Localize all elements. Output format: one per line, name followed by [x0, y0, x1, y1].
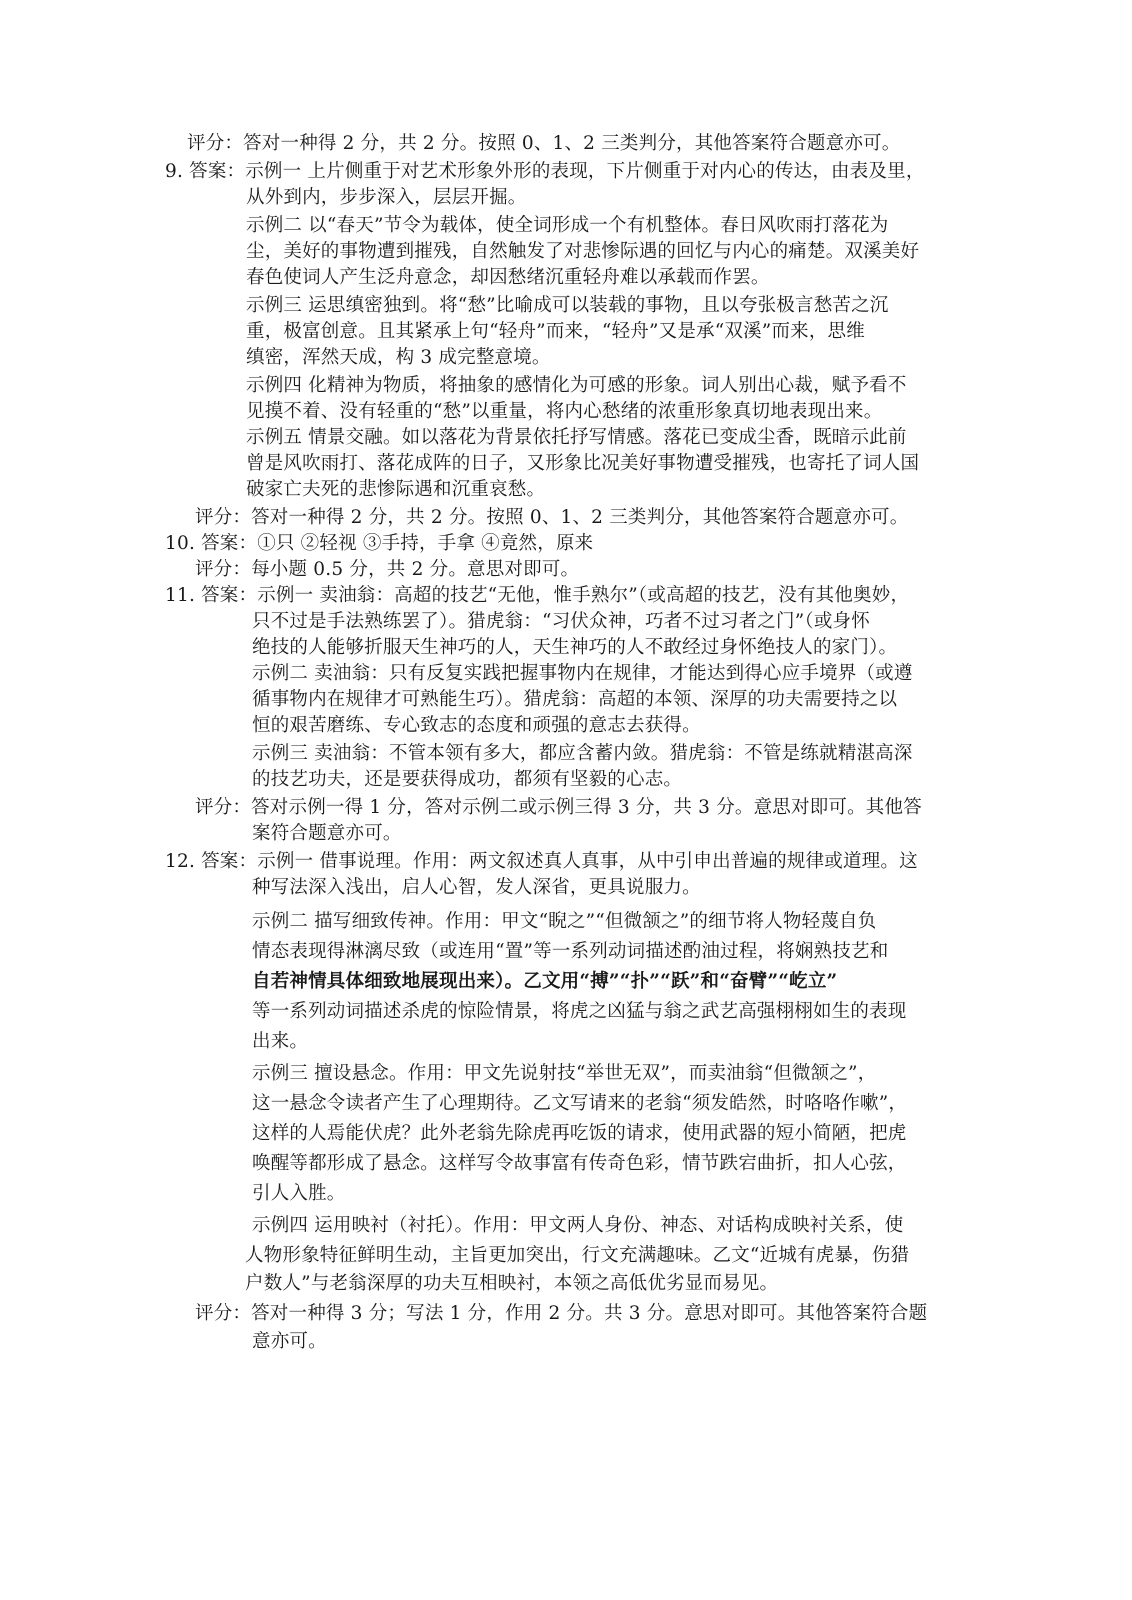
score-note-9: 评分：答对一种得 2 分，共 2 分。按照 0、1、2 三类判分，其他答案符合题意亦可。: [195, 507, 909, 528]
answer-9-line: 见摸不着、没有轻重的“愁”以重量，将内心愁绪的浓重形象真切地表现出来。: [246, 401, 883, 422]
score-note-11: 案符合题意亦可。: [252, 823, 402, 844]
answer-11-line: 11. 答案：示例一 卖油翁：高超的技艺“无他，惟手熟尔”（或高超的技艺，没有其他奥妙，: [165, 585, 910, 606]
answer-9-line: 示例三 运思缜密独到。将“愁”比喻成可以装载的事物，且以夸张极言愁苦之沉: [246, 295, 889, 316]
answer-12-line: 情态表现得淋漓尽致（或连用“置”等一系列动词描述酌油过程，将娴熟技艺和: [252, 941, 889, 962]
answer-11-line: 的技艺功夫，还是要获得成功，都须有坚毅的心志。: [252, 769, 683, 790]
answer-12-line: 示例四 运用映衬（衬托）。作用：甲文两人身份、神态、对话构成映衬关系，使: [252, 1215, 904, 1236]
answer-9-line: 曾是风吹雨打、落花成阵的日子，又形象比况美好事物遭受摧残，也寄托了词人国: [246, 453, 920, 474]
answer-12-line: 唤醒等都形成了悬念。这样写令故事富有传奇色彩，情节跌宕曲折，扣人心弦，: [252, 1153, 907, 1174]
answer-11-line: 示例三 卖油翁：不管本领有多大，都应含蓄内敛。猎虎翁：不管是练就精湛高深: [252, 743, 913, 764]
answer-11-line: 恒的艰苦磨练、专心致志的态度和顽强的意志去获得。: [252, 715, 701, 736]
answer-12-line: 这一悬念令读者产生了心理期待。乙文写请来的老翁“须发皓然，时咯咯作嗽”，: [252, 1093, 908, 1114]
answer-11-line: 示例二 卖油翁：只有反复实践把握事物内在规律，才能达到得心应手境界（或遵: [252, 663, 913, 684]
answer-12-line: 示例二 描写细致传神。作用：甲文“睨之”“但微颔之”的细节将人物轻蔑自负: [252, 911, 877, 932]
answer-12-line: 这样的人焉能伏虎？此外老翁先除虎再吃饭的请求，使用武器的短小简陋，把虎: [252, 1123, 907, 1144]
answer-10: 10. 答案：①只 ②轻视 ③手持，手拿 ④竟然，原来: [165, 533, 594, 554]
answer-9-line: 示例二 以“春天”节令为载体，使全词形成一个有机整体。春日风吹雨打落花为: [246, 215, 889, 236]
answer-12-line: 户数人”与老翁深厚的功夫互相映衬，本领之高低优劣显而易见。: [245, 1273, 779, 1294]
answer-12-line: 12. 答案：示例一 借事说理。作用：两文叙述真人真事，从中引申出普遍的规律或道理。这: [165, 851, 918, 872]
answer-9-line: 缜密，浑然天成，构 3 成完整意境。: [246, 347, 551, 368]
answer-9-line: 尘，美好的事物遭到摧残，自然触发了对悲惨际遇的回忆与内心的痛楚。双溪美好: [246, 241, 920, 262]
answer-12-line: 等一系列动词描述杀虎的惊险情景，将虎之凶猛与翁之武艺高强栩栩如生的表现: [252, 1001, 907, 1022]
score-note-10: 评分：每小题 0.5 分，共 2 分。意思对即可。: [195, 559, 580, 580]
score-note-8: 评分：答对一种得 2 分，共 2 分。按照 0、1、2 三类判分，其他答案符合题意亦可。: [187, 133, 901, 154]
answer-9-line: 从外到内，步步深入，层层开掘。: [246, 187, 527, 208]
answer-12-line: 种写法深入浅出，启人心智，发人深省，更具说服力。: [252, 877, 701, 898]
answer-12-line: 自若神情具体细致地展现出来）。乙文用“搏”“扑”“跃”和“奋臂”“屹立”: [252, 971, 838, 992]
answer-11-line: 绝技的人能够折服天生神巧的人，天生神巧的人不敢经过身怀绝技人的家门）。: [252, 637, 898, 658]
answer-9-line: 破家亡夫死的悲惨际遇和沉重哀愁。: [246, 479, 546, 500]
answer-9-line: 示例五 情景交融。如以落花为背景依托抒写情感。落花已变成尘香，既暗示此前: [246, 427, 907, 448]
answer-11-line: 只不过是手法熟练罢了）。猎虎翁：“习伏众神，巧者不过习者之门”（或身怀: [252, 611, 870, 632]
answer-11-line: 循事物内在规律才可熟能生巧）。猎虎翁：高超的本领、深厚的功夫需要持之以: [252, 689, 898, 710]
answer-9-line: 重，极富创意。且其紧承上句“轻舟”而来，“轻舟”又是承“双溪”而来，思维: [246, 321, 865, 342]
answer-12-line: 出来。: [252, 1031, 309, 1052]
answer-9-line: 9. 答案：示例一 上片侧重于对艺术形象外形的表现，下片侧重于对内心的传达，由表及里，: [165, 161, 925, 182]
answer-12-line: 示例三 擅设悬念。作用：甲文先说射技“举世无双”，而卖油翁“但微颔之”，: [252, 1063, 877, 1084]
score-note-11: 评分：答对示例一得 1 分，答对示例二或示例三得 3 分，共 3 分。意思对即可。其他答: [195, 797, 922, 818]
answer-9-line: 春色使词人产生泛舟意念，却因愁绪沉重轻舟难以承载而作罢。: [246, 267, 770, 288]
answer-12-line: 人物形象特征鲜明生动，主旨更加突出，行文充满趣味。乙文“近城有虎暴，伤猎: [245, 1245, 910, 1266]
score-note-12: 意亦可。: [252, 1331, 327, 1352]
score-note-12: 评分：答对一种得 3 分；写法 1 分，作用 2 分。共 3 分。意思对即可。其他答案符合题: [195, 1303, 928, 1324]
answer-12-line: 引人入胜。: [252, 1183, 346, 1204]
answer-9-line: 示例四 化精神为物质，将抽象的感情化为可感的形象。词人别出心裁，赋予看不: [246, 375, 907, 396]
